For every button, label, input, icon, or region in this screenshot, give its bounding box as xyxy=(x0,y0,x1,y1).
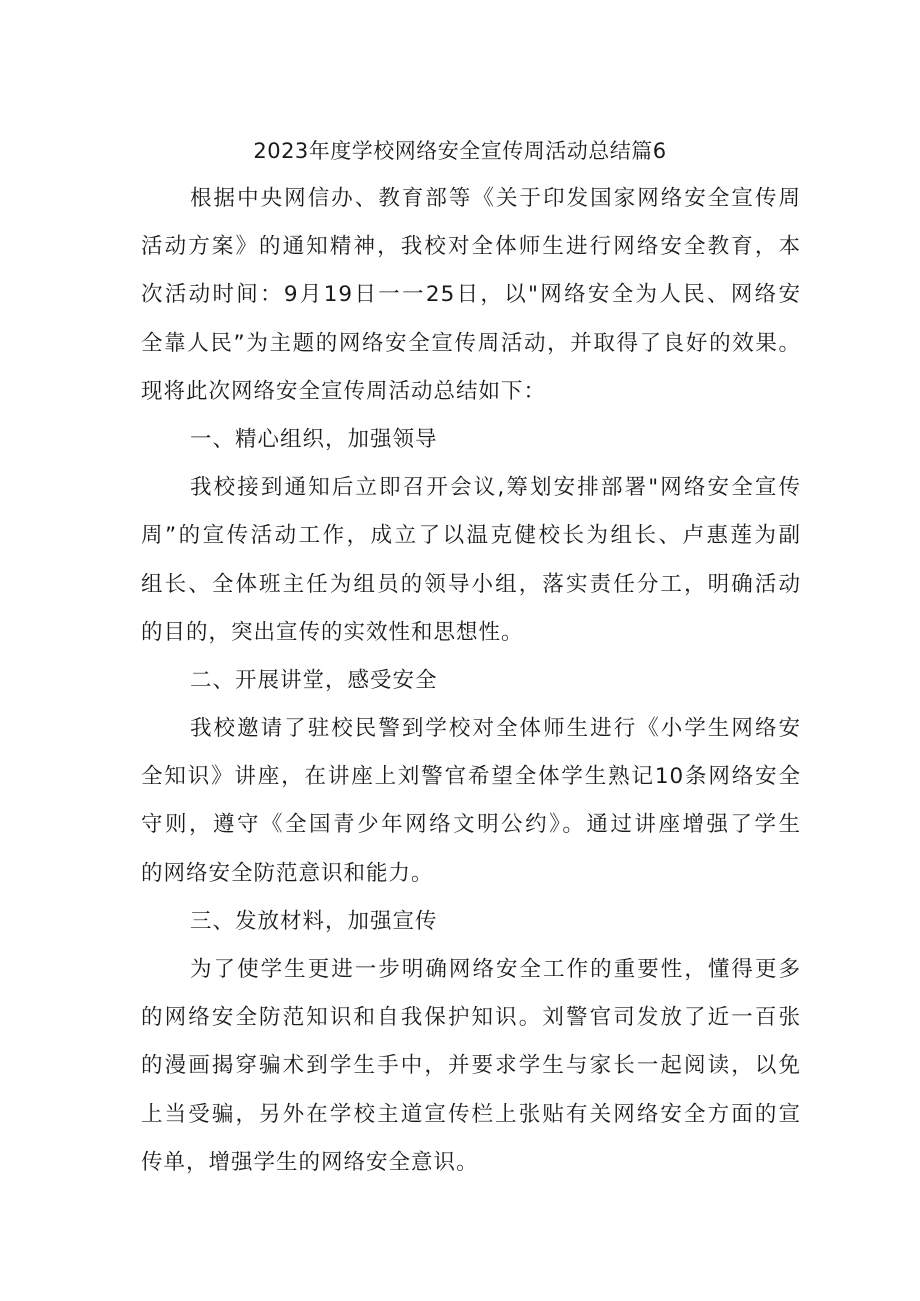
paragraph-line: 现将此次网络安全宣传周活动总结如下： xyxy=(141,378,547,404)
paragraph-line: 的网络安全防范知识和自我保护知识。刘警官司发放了近一百张 xyxy=(141,1005,801,1031)
paragraph-line: 全靠人民”为主题的网络安全宣传周活动，并取得了良好的效果。 xyxy=(141,330,801,356)
paragraph-line: 的网络安全防范意识和能力。 xyxy=(141,860,434,886)
paragraph-line: 为了使学生更进一步明确网络安全工作的重要性，懂得更多 xyxy=(190,957,801,982)
section-heading: 二、开展讲堂，感受安全 xyxy=(190,667,438,693)
paragraph-line: 活动方案》的通知精神，我校对全体师生进行网络安全教育，本 xyxy=(141,234,801,260)
paragraph-line: 组长、全体班主任为组员的领导小组，落实责任分工，明确活动 xyxy=(141,571,801,597)
paragraph-line: 我校邀请了驻校民警到学校对全体师生进行《小学生网络安 xyxy=(190,716,801,742)
paragraph-line: 的漫画揭穿骗术到学生手中，并要求学生与家长一起阅读，以免 xyxy=(141,1053,801,1079)
paragraph-line: 的目的，突出宣传的实效性和思想性。 xyxy=(141,619,524,645)
paragraph-line: 我校接到通知后立即召开会议,筹划安排部署"网络安全宣传 xyxy=(190,475,801,501)
document-body xyxy=(141,178,801,1190)
paragraph-line: 根据中央网信办、教育部等《关于印发国家网络安全宣传周 xyxy=(190,186,801,211)
paragraph-line: 上当受骗，另外在学校主道宣传栏上张贴有关网络安全方面的宣 xyxy=(141,1101,801,1127)
paragraph-line: 次活动时间：9月19日一一25日，以"网络安全为人民、网络安 xyxy=(141,282,801,308)
paragraph-line: 周”的宣传活动工作，成立了以温克健校长为组长、卢惠莲为副 xyxy=(141,523,801,549)
document-title: 2023年度学校网络安全宣传周活动总结篇6 xyxy=(253,139,667,163)
paragraph-line: 全知识》讲座，在讲座上刘警官希望全体学生熟记10条网络安全 xyxy=(141,764,801,790)
section-heading: 一、精心组织，加强领导 xyxy=(190,426,438,452)
paragraph-line: 守则，遵守《全国青少年网络文明公约》。通过讲座增强了学生 xyxy=(141,812,801,838)
section-heading: 三、发放材料，加强宣传 xyxy=(190,908,438,934)
paragraph-line: 传单，增强学生的网络安全意识。 xyxy=(141,1149,479,1175)
